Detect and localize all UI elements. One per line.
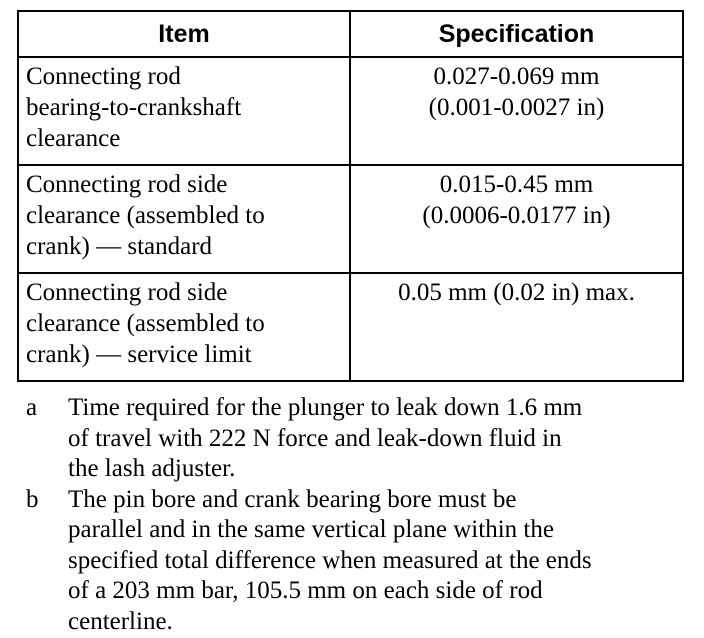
column-header-specification: Specification: [350, 11, 683, 57]
spec-value-limit: 0.05 mm (0.02 in) max.: [398, 279, 635, 306]
footnotes: [26, 393, 686, 637]
footnote-a: [26, 393, 686, 485]
spec-value-imperial: (0.001-0.0027 in): [428, 94, 605, 121]
item-text-line: crank) — standard: [26, 233, 213, 260]
spec-value-imperial: (0.0006-0.0177 in): [422, 202, 611, 229]
footnote-text: [68, 393, 686, 485]
item-text-line: bearing-to-crankshaft: [26, 94, 242, 121]
specification-cell: [350, 165, 683, 273]
specification-table: [17, 10, 684, 382]
item-text-line: clearance (assembled to: [26, 310, 265, 337]
footnote-line: centerline.: [68, 607, 173, 635]
item-text-line: clearance (assembled to: [26, 202, 265, 229]
table-row: [18, 165, 683, 273]
footnote-line: parallel and in the same vertical plane within the: [68, 516, 554, 543]
spec-value-metric: 0.027-0.069 mm: [433, 63, 600, 90]
footnote-line: The pin bore and crank bearing bore must be: [68, 485, 517, 513]
footnote-line: of a 203 mm bar, 105.5 mm on each side of rod: [68, 577, 543, 604]
specification-cell: [350, 273, 683, 381]
footnote-b: [26, 485, 686, 638]
footnote-line: the lash adjuster.: [68, 455, 236, 482]
footnote-line: of travel with 222 N force and leak-down fluid in: [68, 424, 562, 452]
item-cell: [18, 165, 350, 273]
footnote-letter: b: [26, 485, 39, 513]
column-header-item: Item: [18, 11, 350, 57]
table-row: [18, 57, 683, 165]
spec-value-metric: 0.015-0.45 mm: [439, 171, 594, 198]
footnote-line: specified total difference when measured at the ends: [68, 546, 592, 574]
item-cell: [18, 273, 350, 381]
footnote-line: Time required for the plunger to leak down 1.6 mm: [68, 394, 583, 421]
table-header-row: [18, 11, 683, 57]
item-text-line: Connecting rod: [26, 63, 181, 90]
item-text-line: Connecting rod side: [26, 279, 228, 306]
item-text-line: clearance: [26, 125, 121, 152]
item-cell: [18, 57, 350, 165]
item-text-line: Connecting rod side: [26, 171, 228, 198]
footnote-letter: a: [26, 394, 38, 421]
specification-cell: [350, 57, 683, 165]
table-row: [18, 273, 683, 381]
footnote-text: [68, 485, 686, 638]
item-text-line: crank) — service limit: [26, 341, 252, 368]
